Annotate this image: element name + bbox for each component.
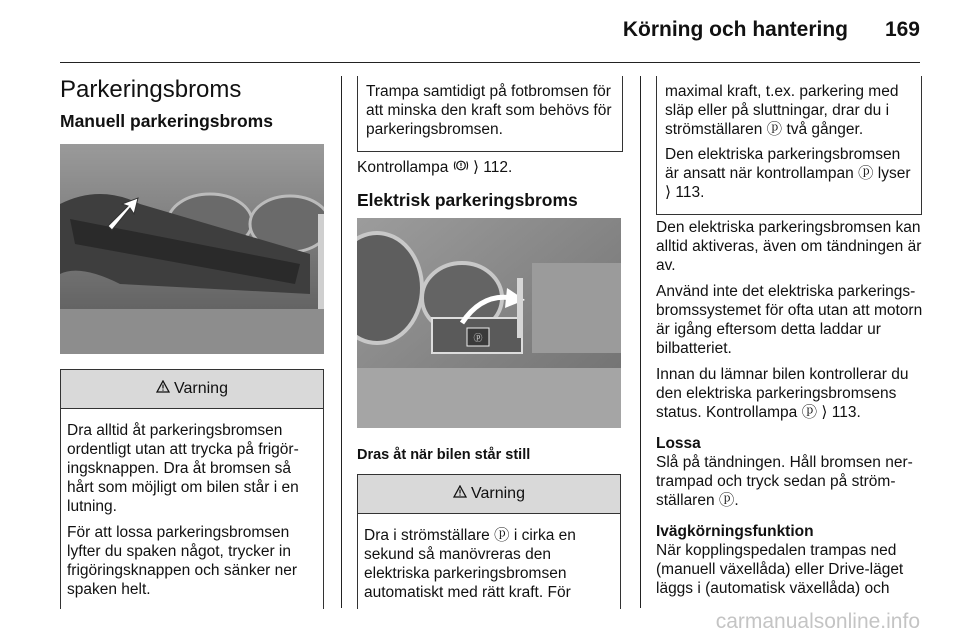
warning-body bbox=[358, 514, 620, 602]
body-paragraph: Innan du lämnar bilen kontrollerar du den elektriska parkeringsbromsens status. Kontrollampa ⓟ ⟩ 113. bbox=[656, 366, 909, 421]
subsection-title-manuell: Manuell parkeringsbroms bbox=[60, 111, 273, 131]
watermark: carmanualsonline.info bbox=[715, 610, 920, 633]
column-1 bbox=[60, 76, 324, 132]
kontrollampa-label: Kontrollampa bbox=[357, 159, 453, 176]
svg-text:ⓟ: ⓟ bbox=[473, 334, 483, 344]
warning-body bbox=[61, 409, 323, 599]
page-reference: ⟩ bbox=[468, 159, 479, 176]
kontrollampa-ref: 112. bbox=[479, 159, 513, 176]
image-caption: Dras åt när bilen står still bbox=[357, 447, 531, 463]
handbrake-image bbox=[60, 144, 324, 354]
electric-brake-illustration bbox=[357, 218, 621, 428]
column-divider-1 bbox=[341, 76, 342, 608]
warning-continued-text: Den elektriska parkeringsbromsen är ansatt när kontrollampan ⓟ lyser ⟩ 113. bbox=[665, 146, 911, 201]
image-caption-block bbox=[357, 446, 621, 472]
lossa-paragraph: Slå på tändningen. Håll bromsen nertrampad och tryck sedan på strömställaren ⓟ. bbox=[656, 454, 913, 509]
warning-label: Varning bbox=[471, 485, 525, 502]
section-title-elektrisk: Elektrisk parkeringsbroms bbox=[357, 190, 578, 210]
column-divider-2 bbox=[640, 76, 641, 608]
column-3 bbox=[656, 218, 924, 605]
ivagkorning-heading: Ivägkörningsfunktion bbox=[656, 523, 814, 540]
brake-warning-icon bbox=[453, 158, 469, 177]
continued-note-box bbox=[357, 76, 623, 152]
handbrake-illustration bbox=[60, 144, 324, 354]
ivagkorning-paragraph: När kopplingspedalen trampas ned (manuell växellåda) eller Drive-läget läggs i (automatisk växellåda) och bbox=[656, 542, 904, 597]
warning-box-manual bbox=[60, 369, 324, 609]
warning-paragraph: Dra alltid åt parkeringsbromsen ordentligt utan att trycka på frigöringsknappen. Dra åt bromsen så hårt som möjligt om bilen står i en lutning. bbox=[67, 422, 299, 515]
kontrollampa-line bbox=[357, 158, 621, 177]
header-divider bbox=[60, 62, 920, 63]
body-paragraph: Den elektriska parkeringsbromsen kan alltid aktiveras, även om tändningen är av. bbox=[656, 219, 922, 274]
warning-label: Varning bbox=[174, 380, 228, 397]
section-title-parkeringsbroms: Parkeringsbroms bbox=[60, 76, 242, 103]
chapter-title: Körning och hantering bbox=[622, 18, 848, 41]
lossa-heading: Lossa bbox=[656, 435, 701, 452]
warning-triangle-icon bbox=[156, 380, 170, 398]
warning-header bbox=[61, 370, 323, 409]
continued-warning-box bbox=[656, 76, 922, 215]
warning-continued-text: maximal kraft, t.ex. parkering med släp eller på sluttningar, drar du i strömställaren ⓟ två gånger. bbox=[665, 83, 899, 138]
body-paragraph: Använd inte det elektriska parkeringsbromssystemet för ofta utan att motorn är igång eftersom detta laddar ur bilbatteriet. bbox=[656, 283, 923, 357]
warning-triangle-icon bbox=[453, 485, 467, 503]
note-text: Trampa samtidigt på fotbromsen för att minska den kraft som behövs för parkeringsbromsen. bbox=[366, 83, 612, 138]
page-number: 169 bbox=[884, 18, 920, 41]
warning-paragraph: För att lossa parkeringsbromsen lyfter du spaken något, trycker in frigöringsknappen och sänker ner spaken helt. bbox=[67, 524, 298, 598]
electric-brake-image bbox=[357, 218, 621, 428]
warning-box-electric bbox=[357, 474, 621, 609]
column-2 bbox=[357, 158, 621, 211]
warning-paragraph: Dra i strömställare ⓟ i cirka en sekund så manövreras den elektriska parkeringsbromsen automatiskt med rätt kraft. För bbox=[364, 527, 576, 601]
warning-header bbox=[358, 475, 620, 514]
